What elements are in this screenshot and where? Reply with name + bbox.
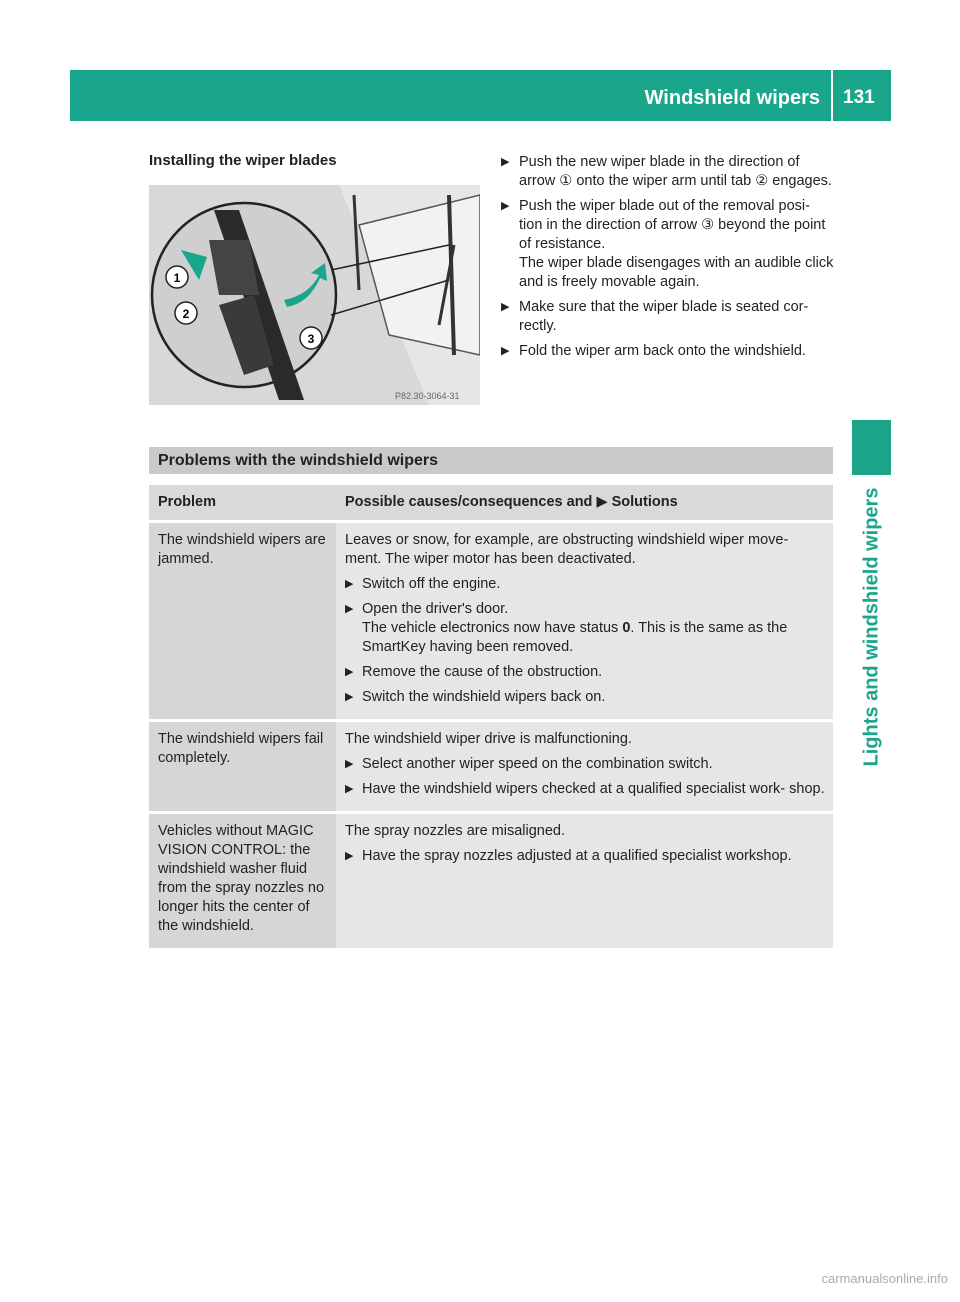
step-text: Push the wiper blade out of the removal posi- tion in the direction of arrow ③ beyond the point of resistance. [519,198,826,252]
problems-title: Problems with the windshield wipers [158,452,439,469]
page-header [70,70,891,121]
step-result: The wiper blade disengages with an audible click and is freely movable again. [519,255,834,290]
solution-item [345,780,825,799]
step-arrow-icon: ▶ [345,578,354,590]
step-arrow-icon: ▶ [345,666,354,678]
solutions-cell [336,722,833,811]
table-row [149,814,833,948]
solution-item [345,755,825,774]
status-value: 0 [622,620,631,636]
problem-cell: Vehicles without MAGIC VISION CONTROL: the windshield washer fluid from the spray nozzles no longer hits the center of the windshield. [149,814,336,948]
solution-text: Switch the windshield wipers back on. [362,689,606,705]
watermark: carmanualsonline.info [821,1271,948,1286]
step-arrow-icon: ▶ [501,156,510,168]
step-item [499,298,835,336]
solution-note [362,619,825,657]
step-text: Fold the wiper arm back onto the windshield. [519,343,806,359]
table-header-row [149,485,833,520]
problem-cell: The windshield wipers fail completely. [149,722,336,811]
solutions-cell [336,814,833,948]
cause-text: Leaves or snow, for example, are obstructing windshield wiper move- ment. The wiper motor has been deactivated. [345,532,789,567]
header-divider [831,70,833,121]
installation-steps [499,153,835,367]
solution-item [345,575,825,594]
step-arrow-icon: ▶ [501,345,510,357]
solution-text: Have the spray nozzles adjusted at a qualified specialist workshop. [362,848,792,864]
column-header-solutions: Possible causes/consequences and ▶ Solutions [336,485,833,520]
step-text: Make sure that the wiper blade is seated cor- rectly. [519,299,809,334]
step-text: Push the new wiper blade in the direction of arrow ① onto the wiper arm until tab ② engages. [519,154,832,189]
table-row [149,523,833,719]
step-arrow-icon: ▶ [345,691,354,703]
step-arrow-icon: ▶ [345,603,354,615]
side-tab [852,484,891,769]
step-arrow-icon: ▶ [345,783,354,795]
side-tab-marker [852,420,891,475]
step-arrow-icon: ▶ [345,850,354,862]
step-arrow-icon: ▶ [501,200,510,212]
problem-cell: The windshield wipers are jammed. [149,523,336,719]
cause-text: The windshield wiper drive is malfunctioning. [345,731,632,747]
solution-item [345,600,825,657]
step-item [499,342,835,361]
callout-2: 2 [182,307,190,321]
wiper-blade-illustration [149,185,480,405]
cause-text: The spray nozzles are misaligned. [345,823,566,839]
column-header-problem: Problem [149,485,336,520]
page-number: 131 [843,87,875,108]
step-arrow-icon: ▶ [345,758,354,770]
solution-item [345,663,825,682]
problems-title-bar [149,447,833,474]
header-title: Windshield wipers [644,87,820,109]
solution-text: Have the windshield wipers checked at a qualified specialist work- shop. [362,781,825,797]
solution-text: Select another wiper speed on the combination switch. [362,756,713,772]
section-heading: Installing the wiper blades [149,152,337,169]
callout-1: 1 [173,271,181,285]
solution-item [345,688,825,707]
solutions-cell [336,523,833,719]
problems-table [149,482,833,951]
solution-item [345,847,825,866]
solution-text: Switch off the engine. [362,576,501,592]
solution-text: Remove the cause of the obstruction. [362,664,603,680]
note-text: . This is the same as the SmartKey having been removed. [362,620,788,655]
table-row [149,722,833,811]
step-item [499,197,835,292]
figure-code: P82.30-3064-31 [395,391,460,401]
solution-text: Open the driver's door. [362,601,509,617]
note-text: The vehicle electronics now have status [362,620,623,636]
step-arrow-icon: ▶ [501,301,510,313]
step-item [499,153,835,191]
side-tab-label: Lights and windshield wipers [860,487,882,766]
callout-3: 3 [307,332,315,346]
